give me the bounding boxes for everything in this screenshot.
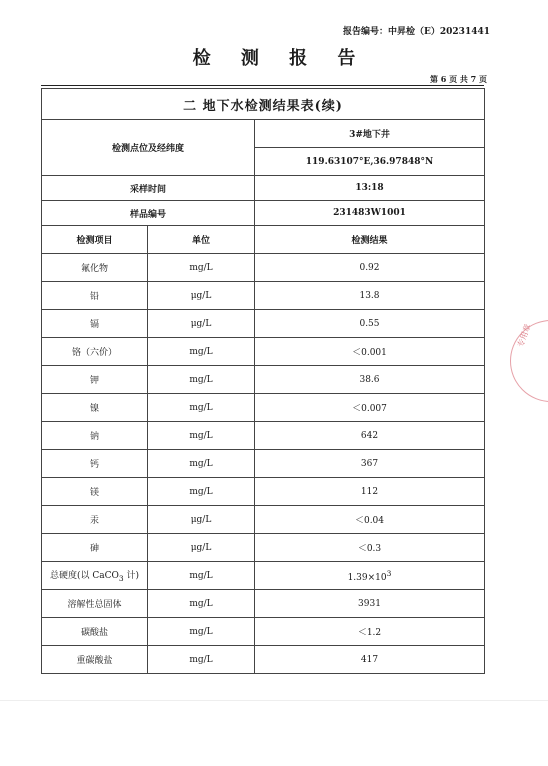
- sampling-time: 13:18: [255, 176, 485, 201]
- unit-cell: μg/L: [148, 534, 255, 562]
- result-cell: 0.55: [255, 310, 485, 338]
- result-cell: 642: [255, 422, 485, 450]
- unit-cell: mg/L: [148, 562, 255, 590]
- result-cell: ＜0.3: [255, 534, 485, 562]
- table-row: [42, 282, 485, 310]
- result-cell: 13.8: [255, 282, 485, 310]
- unit-cell: mg/L: [148, 366, 255, 394]
- unit-cell: mg/L: [148, 450, 255, 478]
- unit-cell: mg/L: [148, 422, 255, 450]
- result-cell: 3931: [255, 590, 485, 618]
- unit-cell: μg/L: [148, 506, 255, 534]
- unit-cell: mg/L: [148, 618, 255, 646]
- unit-cell: mg/L: [148, 394, 255, 422]
- item-cell: 氟化物: [42, 254, 148, 282]
- result-cell: 417: [255, 646, 485, 674]
- result-cell: [255, 562, 485, 590]
- unit-cell: mg/L: [148, 646, 255, 674]
- result-cell: ＜1.2: [255, 618, 485, 646]
- item-cell: 镁: [42, 478, 148, 506]
- unit-cell: mg/L: [148, 590, 255, 618]
- result-cell: 38.6: [255, 366, 485, 394]
- unit-cell: mg/L: [148, 478, 255, 506]
- document-title: 检 测 报 告: [192, 48, 368, 69]
- location-label: 检测点位及经纬度: [42, 120, 255, 176]
- table-row: [42, 478, 485, 506]
- table-row: [42, 338, 485, 366]
- column-header-item: 检测项目: [42, 226, 148, 254]
- table-row: [42, 618, 485, 646]
- item-cell: 镍: [42, 394, 148, 422]
- section-title: 二 地下水检测结果表(续): [42, 89, 485, 120]
- result-cell: 112: [255, 478, 485, 506]
- results-table: [41, 88, 485, 674]
- item-cell: 铬（六价）: [42, 338, 148, 366]
- result-cell: ＜0.007: [255, 394, 485, 422]
- item-cell: 碳酸盐: [42, 618, 148, 646]
- result-cell: ＜0.04: [255, 506, 485, 534]
- table-row: [42, 506, 485, 534]
- item-cell: 钾: [42, 366, 148, 394]
- unit-cell: μg/L: [148, 310, 255, 338]
- report-number: 报告编号：中昇检（E）20231441: [343, 27, 490, 37]
- item-cell: 钙: [42, 450, 148, 478]
- result-cell: 0.92: [255, 254, 485, 282]
- item-cell: 铅: [42, 282, 148, 310]
- sampling-time-label: 采样时间: [42, 176, 255, 201]
- table-row: [42, 310, 485, 338]
- unit-cell: μg/L: [148, 282, 255, 310]
- result-cell: 367: [255, 450, 485, 478]
- sample-id-label: 样品编号: [42, 201, 255, 226]
- item-text: 总硬度(以 CaCO: [49, 571, 119, 582]
- table-row: [42, 450, 485, 478]
- item-cell: 溶解性总固体: [42, 590, 148, 618]
- item-cell: 汞: [42, 506, 148, 534]
- page-number: 第 6 页 共 7 页: [429, 74, 487, 84]
- subscript: 3: [118, 573, 124, 583]
- table-row: [42, 394, 485, 422]
- item-cell: 镉: [42, 310, 148, 338]
- table-row: [42, 590, 485, 618]
- table-row: [42, 562, 485, 590]
- table-row: [42, 422, 485, 450]
- table-row: [42, 254, 485, 282]
- location-name: 3#地下井: [255, 120, 485, 148]
- stamp-text: 专用章: [515, 322, 533, 349]
- item-cell: 钠: [42, 422, 148, 450]
- item-cell: 重碳酸盐: [42, 646, 148, 674]
- item-text-suffix: 计): [123, 571, 140, 582]
- sample-id: 231483W1001: [255, 201, 485, 226]
- header-rule: [41, 85, 484, 86]
- table-row: [42, 646, 485, 674]
- coordinates: 119.63107°E,36.97848°N: [255, 148, 485, 176]
- unit-cell: mg/L: [148, 254, 255, 282]
- item-cell: [42, 562, 148, 590]
- superscript: 3: [386, 568, 392, 578]
- table-row: [42, 366, 485, 394]
- column-header-unit: 单位: [148, 226, 255, 254]
- item-cell: 砷: [42, 534, 148, 562]
- result-cell: ＜0.001: [255, 338, 485, 366]
- page-bottom-edge: [0, 700, 548, 701]
- result-text: 1.39×10: [347, 572, 387, 583]
- table-row: [42, 534, 485, 562]
- column-header-result: 检测结果: [255, 226, 485, 254]
- unit-cell: mg/L: [148, 338, 255, 366]
